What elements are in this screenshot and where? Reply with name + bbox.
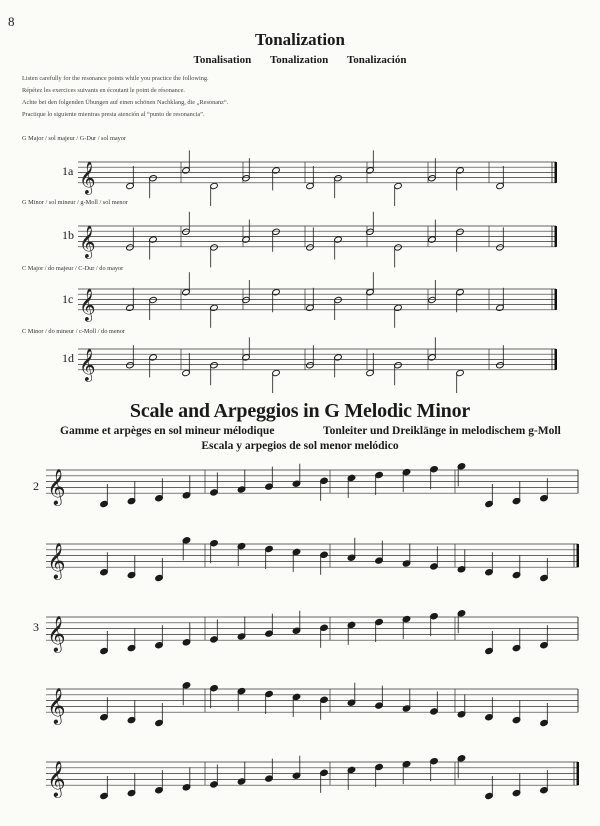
exercise-label-1a: G Major / sol majeur / G-Dur / sol mayor [22,135,127,142]
exercise-number-3: 3 [33,620,39,634]
treble-clef-icon: 𝄞 [79,287,96,321]
treble-clef-icon: 𝄞 [47,688,66,725]
subtitle-de: Tonalization [269,54,329,66]
treble-clef-icon: 𝄞 [79,224,96,258]
instruction-en: Listen carefully for the resonance points while you practice the following. [22,75,209,82]
staff-3c-final-barline-thick [577,762,580,785]
exercise-label-1d: C Minor / do mineur / c-Moll / do menor [22,328,126,335]
staff-1d-final-barline-thick [555,349,558,370]
exercise-number-1b: 1b [62,228,74,242]
treble-clef-icon: 𝄞 [47,543,66,580]
instruction-fr: Répétez les exercices suivants en écoutant le point de résonance. [22,87,185,94]
exercise-label-1b: G Minor / sol mineur / g-Moll / sol menor [22,199,128,206]
staff-1a-final-barline-thick [555,162,558,183]
treble-clef-icon: 𝄞 [47,469,66,506]
section-title-scale: Scale and Arpeggios in G Melodic Minor [129,400,471,422]
exercise-label-1c: C Major / do majeur / C-Dur / do mayor [22,265,124,272]
staff-2b-final-barline-thick [577,544,580,567]
subtitle-fr: Tonalisation [193,54,252,66]
staff-1b-final-barline-thick [555,226,558,247]
subtitle-es: Tonalización [346,54,407,66]
staff-1c-final-barline-thick [555,289,558,310]
treble-clef-icon: 𝄞 [47,761,66,798]
treble-clef-icon: 𝄞 [79,160,96,194]
exercise-number-2: 2 [33,479,39,493]
treble-clef-icon: 𝄞 [47,616,66,653]
subtitle-scale-fr: Gamme et arpèges en sol mineur mélodique [60,425,275,437]
page-number: 8 [8,14,15,29]
treble-clef-icon: 𝄞 [79,347,96,381]
subtitle-scale-es: Escala y arpegios de sol menor melódico [201,440,399,452]
instruction-de: Achte bei den folgenden Übungen auf einen schönen Nachklang, die „Resonanz“. [22,99,229,106]
exercise-number-1a: 1a [62,164,74,178]
exercise-number-1d: 1d [62,351,74,365]
section-title-tonalization: Tonalization [254,30,346,49]
exercise-number-1c: 1c [62,292,74,306]
subtitle-scale-de: Tonleiter und Dreiklänge in melodischem g-Moll [323,425,561,437]
instruction-es: Practique lo siguiente mientras presta atención al “punto de resonancia”. [22,111,205,118]
